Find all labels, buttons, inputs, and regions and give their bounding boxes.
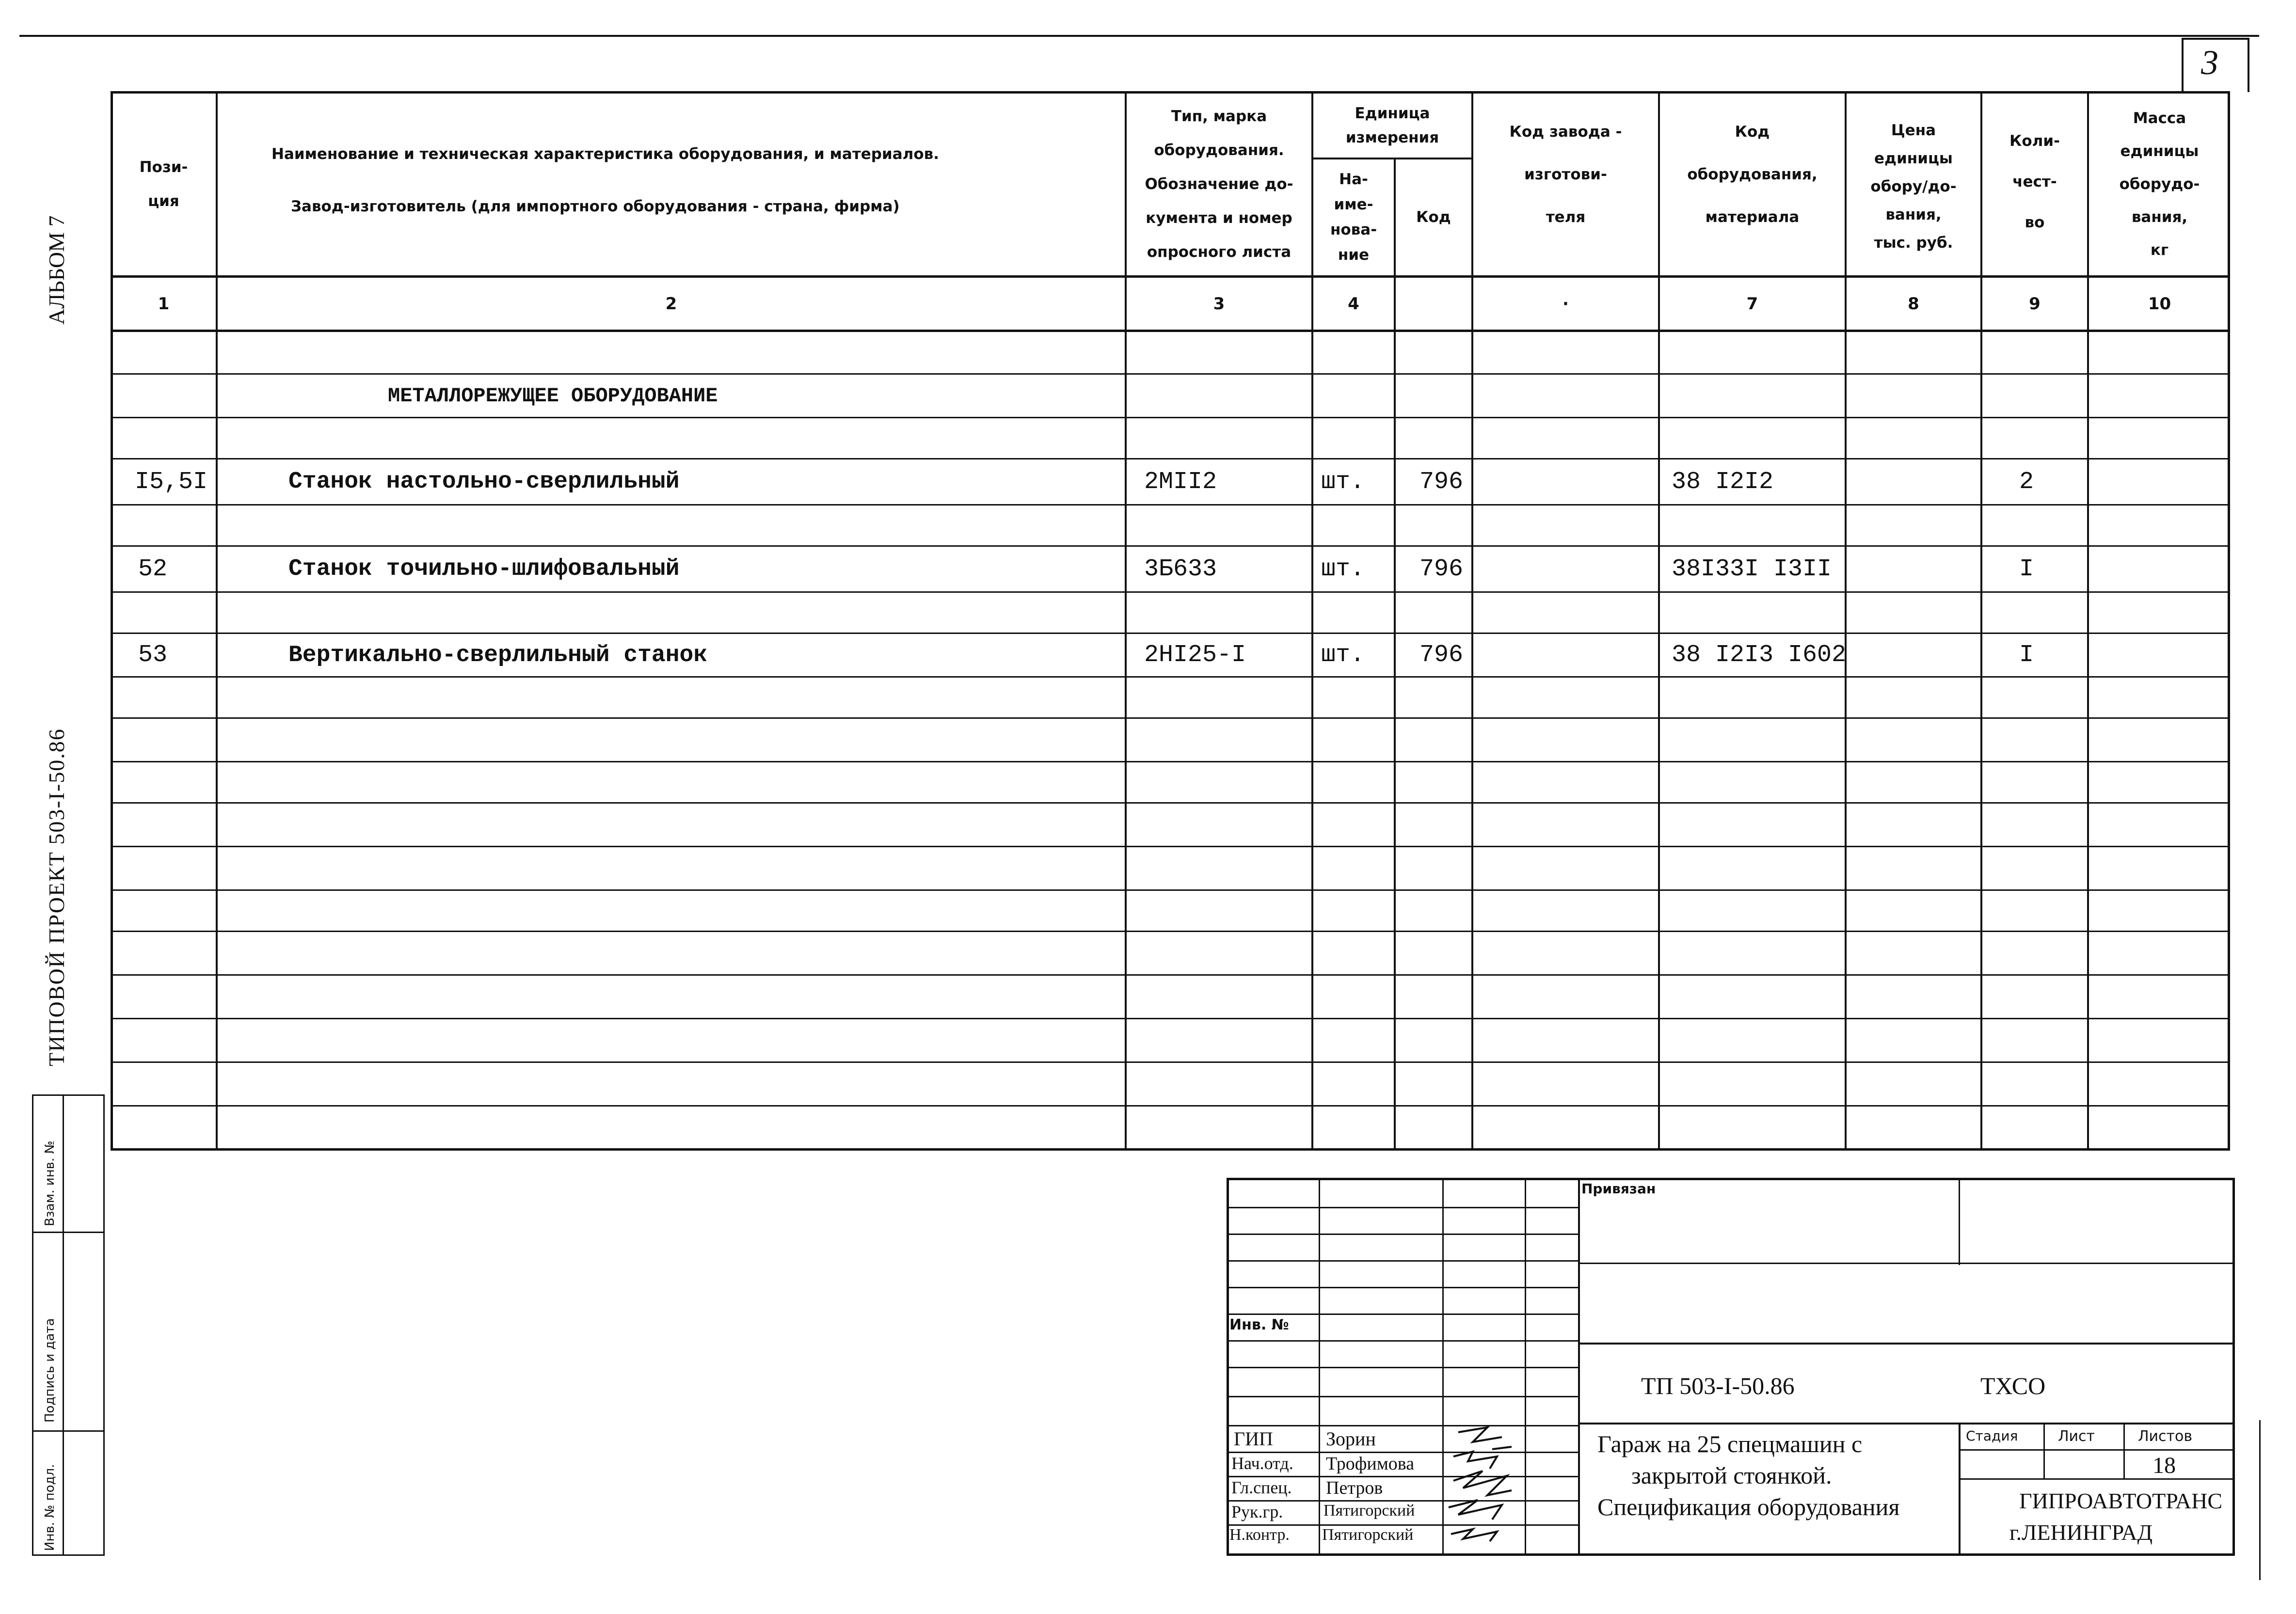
sig-name-1: Зорин [1326,1428,1376,1450]
row-unit: шт. [1321,468,1365,496]
row-quantity: 2 [2019,468,2034,496]
col-number-10: 10 [2148,294,2171,314]
row-equipment-code: 38 I2I2 [1672,468,1774,496]
col-number-4: 4 [1348,294,1359,314]
row-name: Станок настольно-сверлильный [288,469,680,495]
row-unit-code: 796 [1419,468,1464,496]
col-number-7: 7 [1746,294,1758,314]
row-type: 3Б633 [1144,555,1217,583]
stage-label: Стадия [1966,1428,2018,1444]
description-line2: закрытой стоянкой. [1631,1462,1832,1489]
description-line1: Гараж на 25 спецмашин с [1597,1430,1863,1457]
row-position: 53 [138,641,168,669]
row-quantity: I [2019,555,2034,583]
header-unit-name: На- име- нова- ние [1330,171,1377,264]
header-mass: Масса единицы оборудо- вания, кг [2119,110,2200,259]
col-number-6: · [1563,294,1569,314]
sig-name-3: Петров [1326,1478,1383,1498]
inv-no-label: Инв. № [1229,1316,1289,1333]
header-position: Пози- ция [139,158,188,210]
stamp-label-3: Инв. № подл. [43,1464,57,1551]
sig-role-5: Н.контр. [1229,1526,1290,1544]
header-price: Цена единицы обору/до- вания, тыс. руб. [1870,122,1957,252]
col-number-3: 3 [1213,294,1225,314]
row-name: Станок точильно-шлифовальный [288,556,680,582]
col-number-2: 2 [665,294,677,314]
header-type: Тип, марка оборудования. Обозначение до- кумента и номер опросного листа [1145,108,1293,261]
row-position: 52 [138,555,168,583]
signature-scribbles [1444,1423,1524,1553]
top-border [19,35,2259,37]
sheets-value: 18 [2152,1453,2176,1478]
header-plant-code: Код завода - изготови- теля [1509,123,1622,226]
header-name-line1: Наименование и техническая характеристика оборудования, и материалов. [271,145,940,163]
sheet-label: Лист [2058,1428,2095,1445]
description-line3: Спецификация оборудования [1597,1493,1900,1520]
row-type: 2МII2 [1144,468,1217,496]
album-label: АЛЬБОМ 7 [44,215,69,325]
row-equipment-code: 38I33I I3II [1672,555,1832,583]
row-quantity: I [2019,641,2034,669]
row-unit: шт. [1321,641,1365,669]
row-type: 2НI25-I [1144,641,1246,669]
sig-name-4: Пятигорский [1323,1502,1415,1519]
sheet-number: 3 [2201,43,2218,82]
header-unit: Единица измерения [1345,105,1439,146]
header-unit-code: Код [1416,208,1451,226]
row-unit-code: 796 [1419,641,1464,669]
sig-role-3: Гл.спец. [1231,1478,1292,1497]
sig-name-5: Пятигорский [1322,1526,1414,1544]
row-name: Вертикально-сверлильный станок [288,642,708,668]
project-label: ТИПОВОЙ ПРОЕКТ 503-I-50.86 [44,728,69,1066]
organization: ГИПРОАВТОТРАНС [2019,1488,2223,1513]
row-position: I5,5I [135,468,208,496]
row-equipment-code: 38 I2I3 I602 [1672,641,1847,669]
section-title: МЕТАЛЛОРЕЖУЩЕЕ ОБОРУДОВАНИЕ [388,384,718,408]
sig-role-4: Рук.гр. [1231,1502,1283,1521]
col-number-8: 8 [1908,294,1919,314]
stamp-label-1: Взам. инв. № [43,1140,57,1226]
col-number-5 [1396,278,1471,330]
city: г.ЛЕНИНГРАД [2009,1520,2153,1545]
col-number-1: 1 [158,294,170,314]
sig-role-1: ГИП [1234,1428,1273,1450]
sig-name-2: Трофимова [1326,1454,1415,1474]
row-unit: шт. [1321,555,1365,583]
stamp-label-2: Подпись и дата [43,1318,57,1423]
header-equipment-code: Код оборудования, материала [1687,123,1818,226]
sig-role-2: Нач.отд. [1231,1454,1293,1473]
designation: ТП 503-I-50.86 [1641,1372,1795,1399]
sheets-label: Листов [2138,1428,2193,1445]
doc-code: ТХСО [1980,1372,2046,1399]
header-name-line2: Завод-изготовитель (для импортного оборудования - страна, фирма) [291,198,900,215]
privyazan-label: Привязан [1581,1181,1656,1197]
row-unit-code: 796 [1419,555,1464,583]
header-quantity: Коли- чест- во [2009,132,2060,231]
col-number-9: 9 [2029,294,2041,314]
